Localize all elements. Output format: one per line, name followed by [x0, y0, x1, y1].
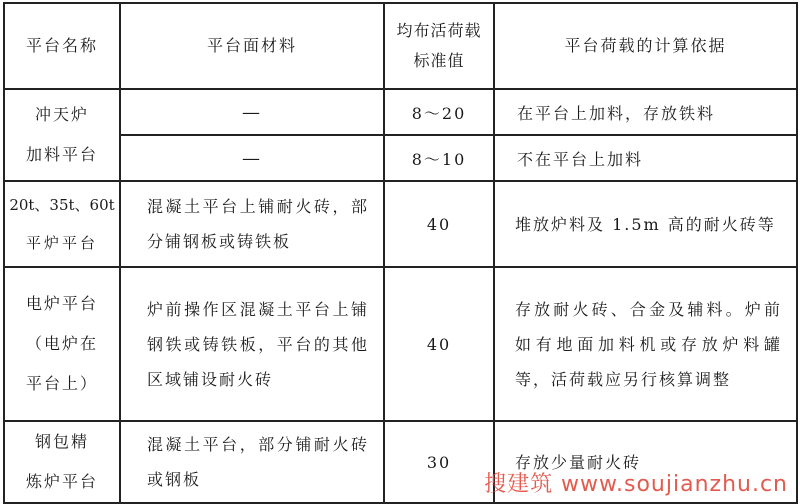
platform-name-line: 平炉平台 [25, 234, 98, 252]
platform-name-cell [4, 181, 120, 267]
site-watermark: 搜建筑 www.soujianzhu.cn [484, 472, 788, 497]
load-value-cell: 40 [384, 181, 494, 267]
material-cell: 炉前操作区混凝土平台上铺钢铁或铸铁板，平台的其他区域铺设耐火砖 [120, 267, 384, 421]
material-cell: 混凝土平台，部分铺耐火砖或钢板 [120, 421, 384, 503]
load-value-cell: 40 [384, 267, 494, 421]
platform-name-line: 冲天炉 [34, 105, 89, 124]
platform-load-table [3, 2, 798, 504]
platform-name-cell [4, 421, 120, 503]
table-row [4, 89, 797, 181]
header-load-line1: 均布活荷载 [396, 21, 482, 40]
table-row [4, 181, 797, 267]
material-subcell: — [121, 134, 383, 180]
header-platform-name: 平台名称 [4, 3, 120, 89]
load-value-subcell: 8～20 [411, 103, 467, 123]
platform-name-line: 20t、35t、60t [9, 196, 115, 214]
header-material: 平台面材料 [120, 3, 384, 89]
material-cell [120, 89, 384, 181]
calc-basis-cell [494, 89, 797, 181]
table-row [4, 267, 797, 421]
calc-basis-cell: 存放少量耐火砖 [494, 421, 797, 503]
header-load-value [384, 3, 494, 89]
platform-name-cell [4, 89, 120, 181]
platform-name-cell [4, 267, 120, 421]
header-calc-basis: 平台荷载的计算依据 [494, 3, 797, 89]
material-cell: 混凝土平台上铺耐火砖，部分铺钢板或铸铁板 [120, 181, 384, 267]
table-header-row [4, 3, 797, 89]
platform-name-line: 平台上） [25, 374, 98, 393]
material-subcell: — [242, 101, 262, 123]
calc-basis-cell: 堆放炉料及 1.5m 高的耐火砖等 [494, 181, 797, 267]
calc-basis-subcell: 在平台上加料，存放铁料 [517, 103, 716, 123]
platform-name-line: 加料平台 [25, 145, 98, 164]
platform-name-line: 电炉平台 [25, 294, 98, 313]
platform-name-line: 炼炉平台 [25, 472, 98, 491]
calc-basis-cell: 存放耐火砖、合金及辅料。炉前如有地面加料机或存放炉料罐等，活荷载应另行核算调整 [494, 267, 797, 421]
platform-name-line: 钢包精 [34, 432, 89, 451]
header-load-line2: 标准值 [413, 51, 465, 70]
load-value-subcell: 8～10 [385, 134, 493, 180]
load-value-cell: 30 [384, 421, 494, 503]
calc-basis-subcell: 不在平台上加料 [495, 134, 796, 180]
platform-name-line: （电炉在 [25, 334, 98, 353]
load-value-cell [384, 89, 494, 181]
